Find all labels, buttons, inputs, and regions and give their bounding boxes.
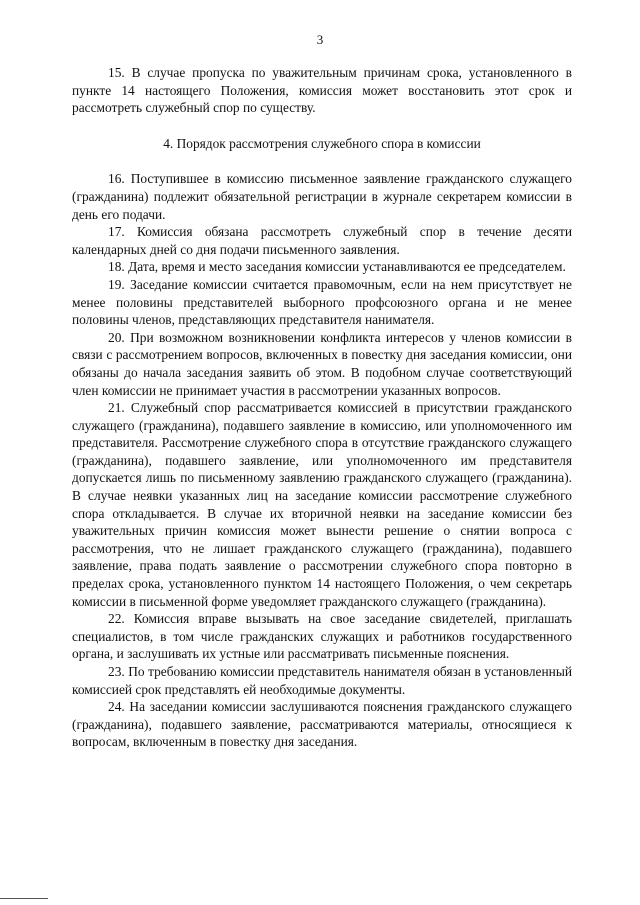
paragraph-20: 20. При возможном возникновении конфликта интересов у членов комиссии в связи с рассмотрением вопросов, включенных в повестку дня заседания комиссии, они обязаны до начала заседания заявить об этом. В подобном случае соответствующий член комиссии не принимает участия в рассмотрении указанных вопросов. [72,329,572,398]
paragraph-19: 19. Заседание комиссии считается правомочным, если на нем присутствует не менее половины представителей выборного профсоюзного органа и не менее половины членов, представляющих представителя нанимателя. [72,276,572,328]
paragraph-18: 18. Дата, время и место заседания комиссии устанавливаются ее председателем. [108,259,566,275]
paragraph-15: 15. В случае пропуска по уважительным причинам срока, установленного в пункте 14 настоящего Положения, комиссия может восстановить этот срок и рассмотреть служебный спор по существу. [72,65,572,116]
paragraph-16: 16. Поступившее в комиссию письменное заявление гражданского служащего (гражданина) подлежит обязательной регистрации в журнале секретарем комиссии в день его подачи. [72,171,572,222]
footer-rule [0,898,48,899]
paragraph-24: 24. На заседании комиссии заслушиваются пояснения гражданского служащего (гражданина), подавшего заявление, рассматриваются материалы, относящиеся к вопросам, включенным в повестку дня заседания. [72,699,572,750]
paragraph-21: 21. Служебный спор рассматривается комиссией в присутствии гражданского служащего (гражданина), подавшего заявление в комиссию, или уполномоченного им представителя. Рассмотрение служебного спора в отсутствие гражданского служащего (гражданина), подавшего заявление, или уполномоченного им представителя допускается лишь по письменному заявлению гражданского служащего (гражданина). В случае неявки указанных лиц на заседание комиссии рассмотрение служебного спора откладывается. В случае их вторичной неявки на заседание комиссии без уважительных причин комиссия может вынести решение о снятии вопроса с рассмотрения, что не лишает гражданского служащего (гражданина), подавшего заявление, права подать заявление о рассмотрении служебного спора повторно в пределах срока, установленного пунктом 14 настоящего Положения, о чем секретарь комиссии в письменной форме уведомляет гражданского служащего (гражданина). [72,400,572,609]
page-number: 3 [316,32,324,47]
document-body [72,64,572,751]
paragraph-23: 23. По требованию комиссии представитель нанимателя обязан в установленный комиссией срок представлять ей необходимые документы. [72,664,572,697]
section-heading: 4. Порядок рассмотрения служебного спора в комиссии [163,135,481,151]
paragraph-17: 17. Комиссия обязана рассмотреть служебный спор в течение десяти календарных дней со дня подачи письменного заявления. [72,224,572,257]
paragraph-22: 22. Комиссия вправе вызывать на свое заседание свидетелей, приглашать специалистов, в том числе гражданских служащих и работников государственного органа, и заслушивать их устные или рассматривать письменные пояснения. [72,611,572,662]
